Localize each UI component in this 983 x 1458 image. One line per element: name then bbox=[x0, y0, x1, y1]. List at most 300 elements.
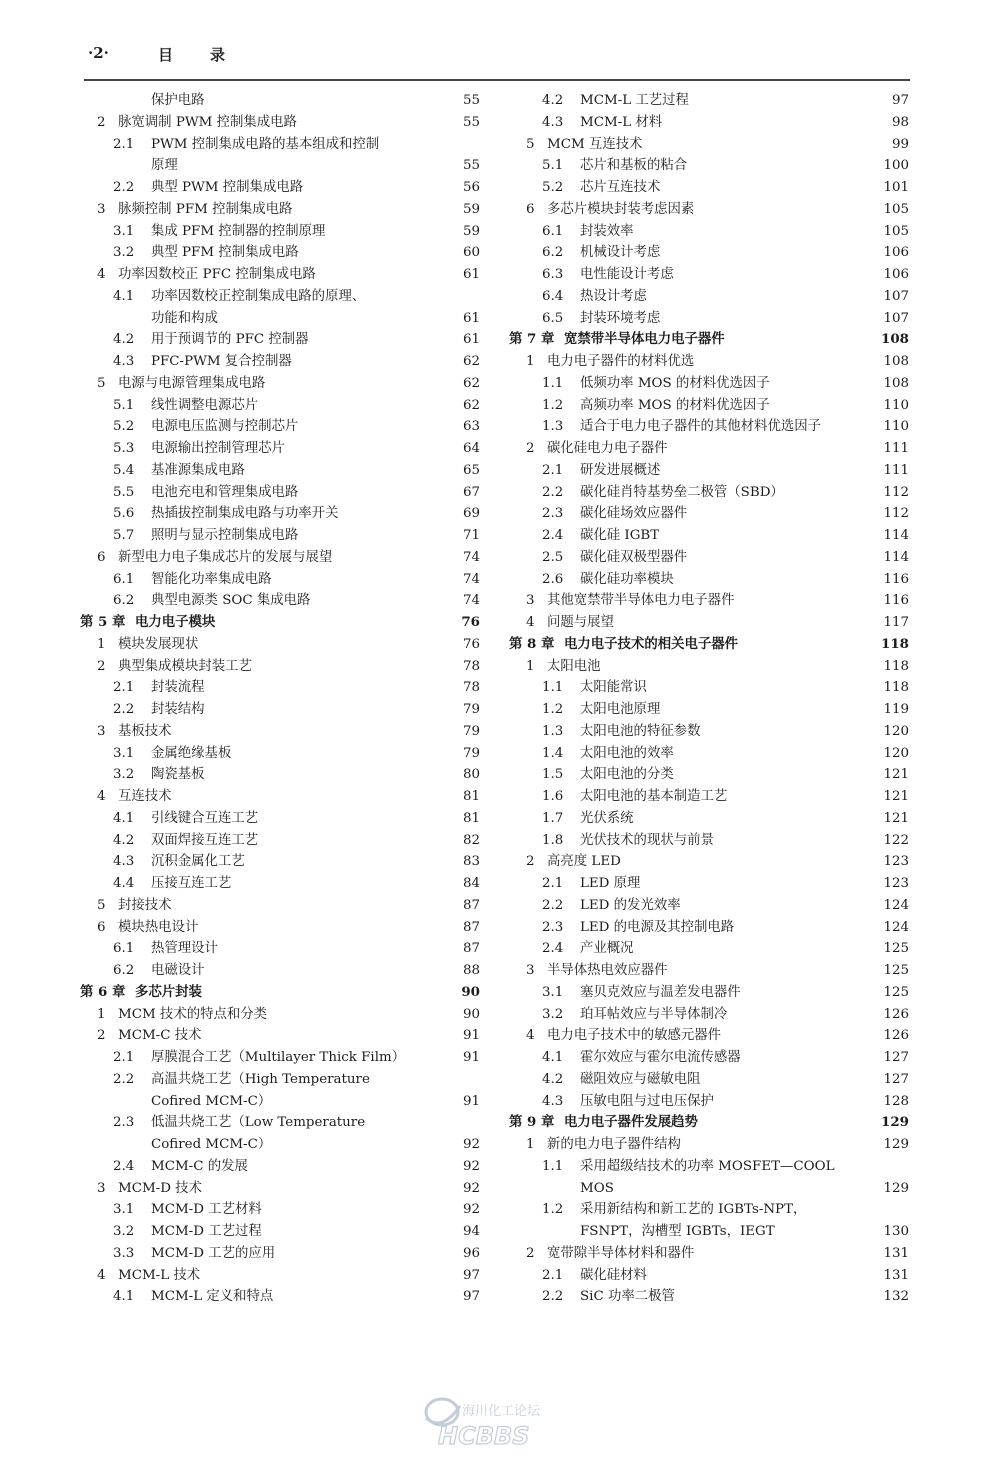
toc-entry-page: 108 bbox=[883, 375, 909, 391]
toc-entry bbox=[80, 808, 480, 830]
toc-entry-page: 120 bbox=[883, 745, 909, 761]
toc-entry bbox=[80, 830, 480, 852]
toc-entry-page: 74 bbox=[462, 593, 480, 609]
toc-entry bbox=[80, 1178, 480, 1200]
toc-entry-page: 126 bbox=[883, 1028, 909, 1044]
toc-leader-dots bbox=[665, 311, 875, 327]
toc-entry bbox=[509, 590, 909, 612]
toc-entry-page: 60 bbox=[462, 245, 480, 261]
toc-entry-number: 2.2 bbox=[542, 484, 564, 500]
toc-entry-number: 6.1 bbox=[113, 941, 135, 957]
toc-entry-number: 2.3 bbox=[542, 919, 564, 935]
toc-entry-page: 131 bbox=[883, 1267, 909, 1283]
toc-entry-page: 65 bbox=[462, 462, 480, 478]
toc-entry-page: 106 bbox=[883, 245, 909, 261]
toc-entry-number: 3 bbox=[97, 723, 106, 739]
toc-leader-dots bbox=[746, 985, 875, 1001]
toc-entry-page: 80 bbox=[462, 767, 480, 783]
toc-entry-number: 1.2 bbox=[542, 1202, 564, 1218]
toc-leader-dots bbox=[250, 854, 446, 870]
toc-entry-number: 4.2 bbox=[113, 332, 135, 348]
toc-leader-dots bbox=[739, 593, 875, 609]
header-title-char-1: 目 bbox=[158, 46, 174, 64]
toc-entry-page: 124 bbox=[883, 897, 909, 913]
toc-entry bbox=[80, 656, 480, 678]
toc-entry bbox=[80, 329, 480, 351]
toc-leader-dots bbox=[297, 202, 446, 218]
toc-entry-title: 用于预调节的 PFC 控制器 bbox=[151, 332, 309, 348]
toc-leader-dots bbox=[210, 767, 446, 783]
toc-entry-page: 129 bbox=[883, 1180, 909, 1196]
toc-leader-dots bbox=[210, 963, 446, 979]
toc-leader-dots bbox=[177, 789, 446, 805]
toc-entry-page: 79 bbox=[462, 723, 480, 739]
toc-entry-number: 2 bbox=[97, 1028, 106, 1044]
toc-leader-dots bbox=[303, 485, 446, 501]
toc-leader-dots bbox=[626, 854, 875, 870]
toc-leader-dots bbox=[639, 941, 875, 957]
toc-leader-dots bbox=[236, 876, 446, 892]
toc-leader-dots bbox=[220, 615, 446, 631]
toc-entry-number: 2.6 bbox=[542, 571, 564, 587]
toc-entry-number: 1.2 bbox=[542, 397, 564, 413]
toc-entry-title: LED 原理 bbox=[580, 876, 641, 891]
toc-entry-page: 100 bbox=[883, 158, 909, 174]
toc-entry-page: 79 bbox=[462, 745, 480, 761]
toc-entry bbox=[509, 134, 909, 156]
toc-entry-title: 采用超级结技术的功率 MOSFET—COOL bbox=[580, 1158, 835, 1174]
toc-entry bbox=[509, 743, 909, 765]
toc-leader-dots bbox=[789, 485, 875, 501]
toc-entry-page: 97 bbox=[462, 1267, 480, 1283]
toc-entry bbox=[80, 308, 480, 330]
toc-leader-dots bbox=[203, 637, 446, 653]
toc-entry-number: 2 bbox=[526, 441, 535, 456]
toc-entry-number: 1 bbox=[526, 354, 535, 369]
toc-entry-title: 太阳电池原理 bbox=[580, 702, 661, 717]
toc-entry-title: 低频功率 MOS 的材料优选因子 bbox=[580, 375, 770, 391]
toc-entry bbox=[509, 786, 909, 808]
toc-entry bbox=[509, 416, 909, 438]
toc-entry-number: 2.2 bbox=[113, 1071, 135, 1087]
toc-entry bbox=[509, 177, 909, 199]
toc-entry-number: 3.1 bbox=[542, 984, 564, 1000]
toc-entry bbox=[80, 612, 480, 634]
toc-entry-number: 4 bbox=[526, 615, 535, 630]
toc-leader-dots bbox=[692, 506, 875, 522]
toc-entry-number: 2 bbox=[526, 854, 535, 870]
toc-entry-page: 123 bbox=[883, 854, 909, 870]
toc-entry-page: 114 bbox=[883, 549, 909, 565]
toc-entry-page: 110 bbox=[883, 397, 909, 413]
toc-leader-dots bbox=[667, 115, 875, 131]
toc-entry bbox=[509, 1178, 909, 1200]
toc-leader-dots bbox=[314, 332, 446, 348]
toc-entry bbox=[80, 721, 480, 743]
toc-entry-title: 问题与展望 bbox=[547, 615, 614, 630]
toc-entry-page: 114 bbox=[883, 528, 909, 543]
toc-entry bbox=[509, 699, 909, 721]
toc-entry-page: 87 bbox=[462, 897, 480, 913]
toc-entry bbox=[509, 373, 909, 395]
toc-leader-dots bbox=[726, 1028, 875, 1044]
toc-entry-title: MCM-L 材料 bbox=[580, 114, 663, 130]
toc-entry-number: 5 bbox=[526, 136, 535, 152]
toc-entry bbox=[80, 177, 480, 199]
toc-entry-number: 2.2 bbox=[542, 1289, 564, 1305]
toc-entry-number: 1 bbox=[526, 658, 535, 674]
toc-entry bbox=[80, 982, 480, 1004]
toc-entry bbox=[509, 525, 909, 547]
toc-entry-title: 产业概况 bbox=[580, 941, 634, 957]
toc-leader-dots bbox=[278, 1289, 446, 1305]
toc-entry bbox=[509, 264, 909, 286]
toc-entry-page: 92 bbox=[462, 1158, 480, 1174]
toc-entry-page: 92 bbox=[462, 1202, 480, 1218]
toc-entry bbox=[509, 938, 909, 960]
toc-entry-number: 4.3 bbox=[113, 854, 135, 870]
toc-leader-dots bbox=[645, 876, 875, 892]
toc-entry-number: 3.2 bbox=[113, 1224, 135, 1239]
toc-entry-page: 83 bbox=[462, 854, 480, 870]
toc-entry bbox=[509, 286, 909, 308]
toc-entry-page: 92 bbox=[462, 1137, 480, 1152]
toc-entry bbox=[80, 786, 480, 808]
toc-entry bbox=[80, 634, 480, 656]
toc-entry-title: 碳化硅材料 bbox=[580, 1267, 647, 1283]
toc-entry-page: 105 bbox=[883, 223, 909, 239]
toc-entry bbox=[80, 873, 480, 895]
toc-entry-title: 芯片互连技术 bbox=[580, 180, 661, 195]
toc-leader-dots bbox=[210, 680, 446, 696]
toc-entry bbox=[509, 569, 909, 591]
toc-leader-dots bbox=[780, 1224, 875, 1240]
toc-entry-page: 112 bbox=[883, 506, 909, 522]
toc-entry-title: 电性能设计考虑 bbox=[580, 267, 674, 282]
toc-entry-title: 光伏系统 bbox=[580, 810, 634, 826]
toc-entry-title: 封装流程 bbox=[151, 680, 205, 696]
watermark-text: 海川化工论坛 bbox=[462, 1404, 541, 1419]
toc-entry bbox=[80, 1156, 480, 1178]
toc-leader-dots bbox=[276, 1094, 446, 1110]
toc-entry-title: 宽带隙半导体材料和器件 bbox=[547, 1245, 695, 1261]
toc-entry-title: 电力电子器件的材料优选 bbox=[547, 354, 695, 369]
toc-entry-page: 121 bbox=[883, 789, 909, 804]
toc-entry bbox=[509, 1025, 909, 1047]
toc-leader-dots bbox=[706, 1072, 875, 1088]
toc-entry-title: LED 的电源及其控制电路 bbox=[580, 919, 735, 935]
toc-entry-page: 55 bbox=[462, 158, 480, 174]
toc-entry-title: 互连技术 bbox=[118, 789, 172, 804]
toc-entry-title: MCM-L 工艺过程 bbox=[580, 93, 689, 108]
toc-entry-title: Cofired MCM-C） bbox=[151, 1137, 272, 1152]
watermark-swoosh-icon bbox=[420, 1392, 570, 1454]
toc-entry-page: 55 bbox=[462, 114, 480, 130]
toc-entry-page: 81 bbox=[462, 789, 480, 804]
toc-entry-page: 74 bbox=[462, 549, 480, 565]
toc-entry-title: 碳化硅双极型器件 bbox=[580, 549, 688, 565]
toc-entry-page: 131 bbox=[883, 1245, 909, 1261]
toc-entry bbox=[80, 699, 480, 721]
toc-entry-page: 84 bbox=[462, 876, 480, 891]
toc-entry bbox=[80, 1025, 480, 1047]
toc-entry bbox=[509, 1221, 909, 1243]
toc-entry-title: 封装效率 bbox=[580, 223, 634, 239]
toc-entry bbox=[80, 764, 480, 786]
toc-entry-number: 3.1 bbox=[113, 745, 135, 761]
toc-leader-dots bbox=[719, 833, 875, 849]
toc-entry-page: 99 bbox=[891, 136, 909, 152]
toc-entry bbox=[509, 1069, 909, 1091]
toc-entry-number: 4 bbox=[97, 789, 106, 804]
toc-leader-dots bbox=[699, 202, 875, 218]
toc-entry-page: 62 bbox=[462, 375, 480, 391]
toc-entry bbox=[80, 917, 480, 939]
toc-entry bbox=[509, 895, 909, 917]
toc-entry-number: 1.5 bbox=[542, 767, 564, 783]
toc-entry-title: 基准源集成电路 bbox=[151, 462, 245, 478]
toc-leader-dots bbox=[177, 724, 446, 740]
toc-entry-title: 线性调整电源芯片 bbox=[151, 397, 259, 413]
toc-entry bbox=[80, 199, 480, 221]
toc-entry-title: 封装结构 bbox=[151, 702, 205, 717]
toc-entry-page: 55 bbox=[462, 93, 480, 108]
toc-entry bbox=[80, 1091, 480, 1113]
toc-entry-title: 热管理设计 bbox=[151, 941, 218, 957]
toc-entry-number: 1.3 bbox=[542, 419, 564, 435]
toc-entry-title: MCM 技术的特点和分类 bbox=[118, 1006, 268, 1022]
toc-entry-page: 61 bbox=[462, 332, 480, 348]
toc-entry-page: 97 bbox=[462, 1289, 480, 1305]
toc-entry-number: 1.2 bbox=[542, 702, 564, 717]
toc-leader-dots bbox=[679, 572, 875, 588]
toc-entry-page: 121 bbox=[883, 810, 909, 826]
toc-leader-dots bbox=[692, 550, 875, 566]
toc-entry-page: 129 bbox=[881, 1114, 909, 1131]
toc-entry-page: 62 bbox=[462, 354, 480, 369]
header-title-char-2: 录 bbox=[210, 46, 226, 64]
toc-entry bbox=[80, 1134, 480, 1156]
toc-entry bbox=[509, 656, 909, 678]
toc-entry bbox=[80, 895, 480, 917]
toc-entry-title: 双面焊接互连工艺 bbox=[151, 832, 259, 848]
toc-entry-title: 封接技术 bbox=[118, 897, 172, 913]
toc-entry-number: 2.3 bbox=[113, 1115, 135, 1131]
toc-entry bbox=[80, 221, 480, 243]
toc-entry bbox=[80, 395, 480, 417]
toc-entry-title: MOS bbox=[580, 1180, 614, 1196]
toc-leader-dots bbox=[775, 398, 875, 414]
toc-entry-page: 78 bbox=[462, 680, 480, 696]
toc-entry-page: 111 bbox=[883, 462, 909, 478]
toc-entry bbox=[80, 743, 480, 765]
toc-entry bbox=[509, 764, 909, 786]
toc-leader-dots bbox=[297, 354, 446, 370]
toc-entry-page: 94 bbox=[462, 1224, 480, 1239]
toc-entry bbox=[80, 590, 480, 612]
toc-entry-title: 沉积金属化工艺 bbox=[151, 854, 245, 870]
toc-entry-title: 模块热电设计 bbox=[118, 919, 199, 935]
toc-entry bbox=[509, 851, 909, 873]
toc-entry-page: 128 bbox=[883, 1093, 909, 1109]
toc-leader-dots bbox=[606, 659, 875, 675]
toc-entry-page: 118 bbox=[883, 658, 909, 674]
toc-entry bbox=[509, 395, 909, 417]
toc-entry-number: 2.1 bbox=[542, 462, 564, 478]
toc-entry-title: 新型电力电子集成芯片的发展与展望 bbox=[118, 549, 333, 565]
toc-entry-number: 2.2 bbox=[542, 897, 564, 913]
toc-entry-number: 1.1 bbox=[542, 375, 564, 391]
toc-leader-dots bbox=[652, 289, 875, 305]
toc-leader-dots bbox=[699, 354, 875, 370]
toc-leader-dots bbox=[665, 463, 875, 479]
toc-entry-number: 第 7 章 bbox=[509, 331, 555, 348]
toc-entry-number: 1.1 bbox=[542, 680, 564, 696]
toc-leader-dots bbox=[686, 898, 875, 914]
toc-entry-title: 碳化硅肖特基势垒二极管（SBD） bbox=[580, 484, 784, 500]
toc-leader-dots bbox=[673, 963, 875, 979]
toc-entry-number: 2.5 bbox=[542, 549, 564, 565]
toc-leader-dots bbox=[665, 702, 875, 718]
toc-entry-number: 4.1 bbox=[113, 810, 135, 826]
toc-entry bbox=[509, 677, 909, 699]
toc-leader-dots bbox=[308, 180, 446, 196]
toc-entry-page: 56 bbox=[462, 180, 480, 195]
toc-entry-page: 71 bbox=[462, 528, 480, 543]
toc-entry-page: 81 bbox=[462, 810, 480, 826]
toc-leader-dots bbox=[673, 441, 875, 457]
toc-entry-page: 125 bbox=[883, 941, 909, 957]
toc-leader-dots bbox=[639, 811, 875, 827]
toc-entry-title: 多芯片模块封装考虑因素 bbox=[547, 201, 695, 217]
toc-leader-dots bbox=[203, 920, 446, 936]
toc-leader-dots bbox=[739, 920, 875, 936]
toc-entry-page: 106 bbox=[883, 267, 909, 282]
toc-entry-number: 3.2 bbox=[113, 767, 135, 783]
toc-entry bbox=[80, 134, 480, 156]
toc-entry bbox=[509, 1156, 909, 1178]
toc-entry-page: 90 bbox=[462, 1006, 480, 1022]
toc-entry bbox=[509, 438, 909, 460]
toc-entry-number: 5.4 bbox=[113, 462, 135, 478]
toc-entry-title: MCM-L 定义和特点 bbox=[151, 1289, 274, 1305]
toc-leader-dots bbox=[263, 833, 446, 849]
toc-entry-number: 3 bbox=[526, 593, 535, 609]
toc-leader-dots bbox=[694, 93, 875, 109]
toc-entry-title: 电力电子器件发展趋势 bbox=[564, 1114, 698, 1131]
toc-entry-number: 4.1 bbox=[542, 1050, 564, 1065]
toc-entry-title: 保护电路 bbox=[151, 93, 205, 108]
toc-entry-title: 典型 PWM 控制集成电路 bbox=[151, 180, 304, 195]
toc-entry-number: 2.2 bbox=[113, 180, 135, 195]
toc-entry-number: 4.4 bbox=[113, 876, 135, 891]
toc-leader-dots bbox=[280, 1246, 446, 1262]
toc-entry bbox=[509, 242, 909, 264]
toc-entry-title: 太阳能常识 bbox=[580, 680, 647, 696]
toc-leader-dots bbox=[732, 789, 875, 805]
page-number: ·2· bbox=[88, 44, 109, 62]
toc-leader-dots bbox=[304, 245, 446, 261]
toc-entry-title: 太阳电池 bbox=[547, 658, 601, 674]
toc-entry bbox=[80, 569, 480, 591]
toc-entry-title: 太阳电池的特征参数 bbox=[580, 723, 701, 739]
toc-entry-title: 功能和构成 bbox=[151, 310, 218, 326]
toc-entry-title: 基板技术 bbox=[118, 723, 172, 739]
toc-entry-number: 6.2 bbox=[542, 245, 564, 261]
toc-entry-page: 130 bbox=[883, 1224, 909, 1239]
toc-entry-title: FSNPT，沟槽型 IGBTs，IEGT bbox=[580, 1224, 775, 1239]
toc-entry bbox=[509, 460, 909, 482]
toc-entry-title: 陶瓷基板 bbox=[151, 767, 205, 783]
toc-entry bbox=[80, 242, 480, 264]
toc-entry-page: 118 bbox=[881, 635, 909, 652]
toc-entry bbox=[80, 1069, 480, 1091]
toc-leader-dots bbox=[719, 1094, 875, 1110]
toc-entry-title: 引线键合互连工艺 bbox=[151, 810, 259, 826]
toc-leader-dots bbox=[826, 419, 875, 435]
toc-entry-title: 半导体热电效应器件 bbox=[547, 963, 668, 978]
toc-leader-dots bbox=[330, 224, 446, 240]
toc-entry-title: 脉频控制 PFM 控制集成电路 bbox=[118, 201, 293, 217]
toc-entry-page: 127 bbox=[883, 1050, 909, 1065]
toc-entry-number: 5 bbox=[97, 897, 106, 913]
toc-entry bbox=[509, 482, 909, 504]
toc-leader-dots bbox=[270, 376, 446, 392]
toc-entry-title: 封装环境考虑 bbox=[580, 310, 661, 326]
toc-entry-title: MCM-D 工艺的应用 bbox=[151, 1245, 276, 1261]
toc-entry-title: 电力电子技术中的敏感元器件 bbox=[547, 1028, 722, 1044]
toc-entry bbox=[80, 438, 480, 460]
toc-entry-title: Cofired MCM-C） bbox=[151, 1093, 272, 1109]
toc-entry-title: PWM 控制集成电路的基本组成和控制 bbox=[151, 136, 380, 152]
toc-entry-title: 热插拔控制集成电路与功率开关 bbox=[151, 506, 339, 522]
toc-entry-page: 74 bbox=[462, 571, 480, 587]
toc-entry-title: MCM-D 工艺材料 bbox=[151, 1202, 262, 1218]
toc-entry bbox=[509, 960, 909, 982]
toc-leader-dots bbox=[679, 746, 875, 762]
toc-entry bbox=[509, 547, 909, 569]
toc-left-column bbox=[80, 90, 480, 1308]
toc-leader-dots bbox=[206, 1028, 446, 1044]
toc-entry bbox=[80, 482, 480, 504]
toc-entry-page: 64 bbox=[462, 441, 480, 456]
toc-entry bbox=[509, 634, 909, 656]
toc-right-column bbox=[509, 90, 909, 1308]
toc-entry bbox=[509, 1112, 909, 1134]
toc-entry-title: MCM 互连技术 bbox=[547, 136, 643, 152]
toc-entry-number: 6 bbox=[97, 919, 106, 935]
toc-entry-number: 2.4 bbox=[113, 1158, 135, 1174]
toc-entry-page: 116 bbox=[883, 571, 909, 587]
toc-entry-number: 5.1 bbox=[113, 397, 135, 413]
toc-entry-number: 2.1 bbox=[113, 136, 135, 152]
toc-leader-dots bbox=[257, 659, 446, 675]
toc-entry bbox=[509, 112, 909, 134]
toc-entry-page: 91 bbox=[462, 1028, 480, 1044]
toc-entry-number: 3 bbox=[97, 1180, 106, 1196]
toc-entry-number: 4 bbox=[97, 1267, 106, 1283]
toc-entry bbox=[509, 830, 909, 852]
toc-entry bbox=[509, 329, 909, 351]
toc-entry bbox=[80, 1286, 480, 1308]
toc-entry-page: 108 bbox=[881, 331, 909, 348]
toc-entry bbox=[80, 960, 480, 982]
toc-entry-number: 4 bbox=[526, 1028, 535, 1044]
toc-entry-title: 功率因数校正 PFC 控制集成电路 bbox=[118, 267, 316, 282]
toc-leader-dots bbox=[648, 137, 875, 153]
toc-entry-number: 4.2 bbox=[542, 1071, 564, 1087]
toc-entry-page: 110 bbox=[883, 419, 909, 435]
